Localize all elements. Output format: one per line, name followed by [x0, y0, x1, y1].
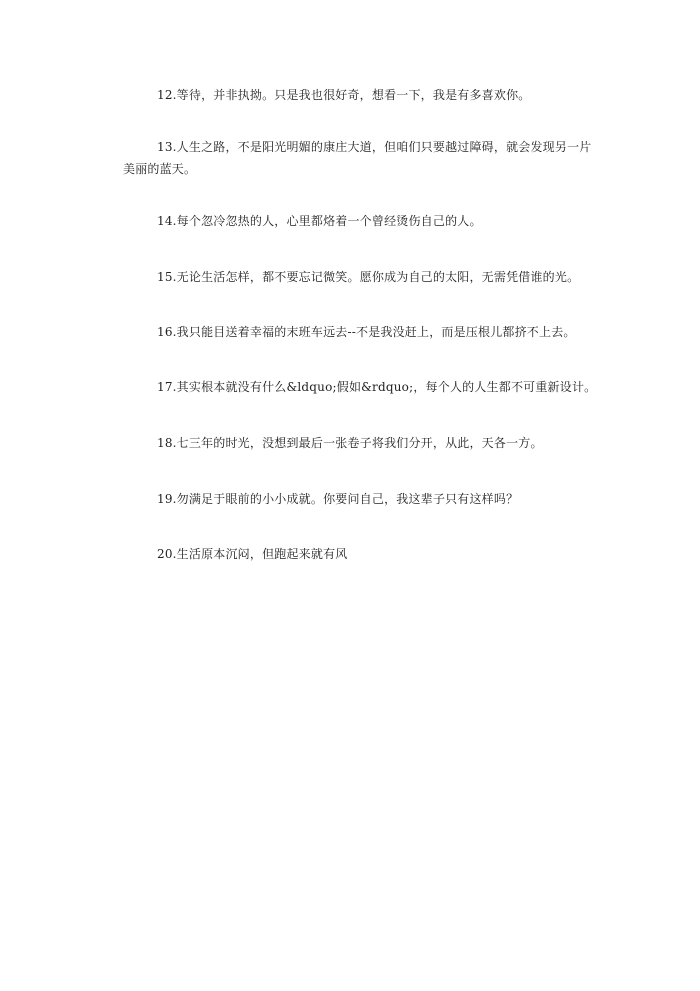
- paragraph-19: 19.勿满足于眼前的小小成就。你要问自己，我这辈子只有这样吗？: [157, 492, 519, 506]
- paragraph-17: 17.其实根本就没有什么&ldquo;假如&rdquo;，每个人的人生都不可重新设计。: [157, 380, 597, 394]
- paragraph-16: 16.我只能目送着幸福的末班车远去--不是我没赶上，而是压根儿都挤不上去。: [157, 325, 576, 339]
- paragraph-14: 14.每个忽冷忽热的人，心里都烙着一个曾经烫伤自己的人。: [157, 214, 482, 228]
- paragraph-13: 13.人生之路，不是阳光明媚的康庄大道，但咱们只要越过障碍，就会发现另一片美丽的蓝天。: [123, 140, 592, 176]
- paragraph-20: 20.生活原本沉闷，但跑起来就有风: [157, 547, 348, 561]
- paragraph-18: 18.七三年的时光，没想到最后一张卷子将我们分开，从此，天各一方。: [157, 436, 543, 450]
- paragraph-15: 15.无论生活怎样，都不要忘记微笑。愿你成为自己的太阳，无需凭借谁的光。: [157, 270, 580, 284]
- paragraph-12: 12.等待，并非执拗。只是我也很好奇，想看一下，我是有多喜欢你。: [157, 88, 531, 102]
